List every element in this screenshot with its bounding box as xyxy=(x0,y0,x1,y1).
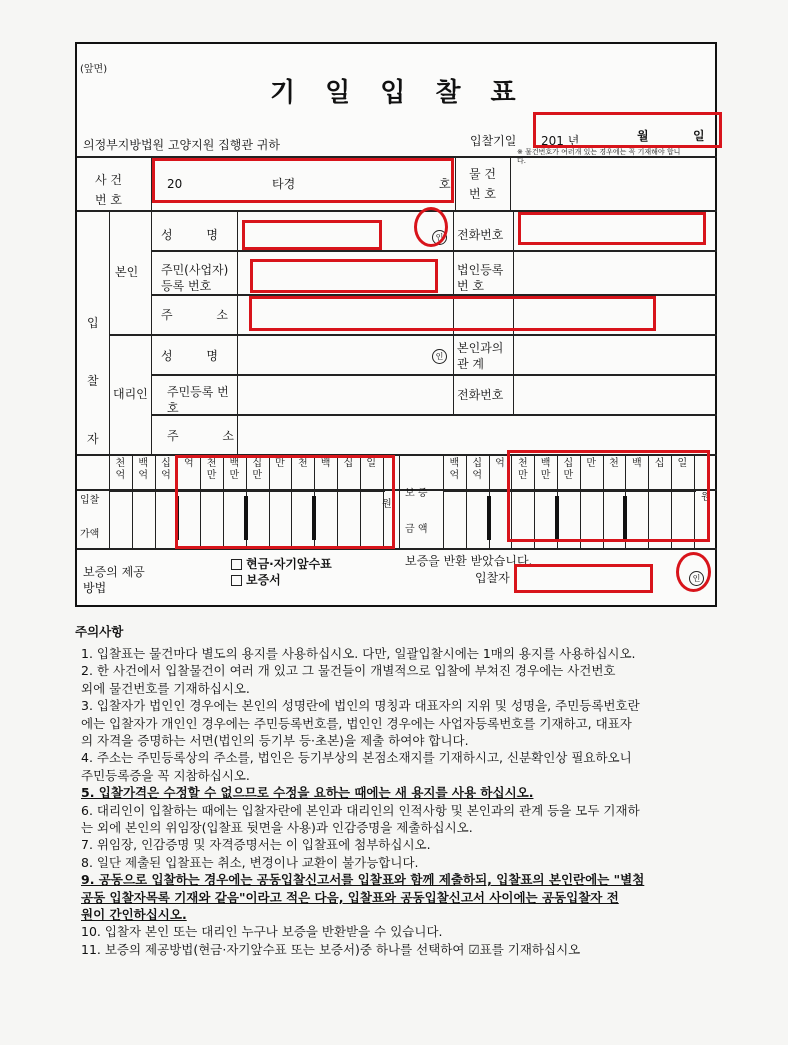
checkbox-cash[interactable] xyxy=(231,559,242,570)
digit-label: 백만 xyxy=(229,458,240,481)
notes-line: 3. 입찰자가 법인인 경우에는 본인의 성명란에 법인의 명칭과 대표자의 지위 및 성명을, 주민등록번호란 xyxy=(81,698,640,714)
highlight-bidder-name xyxy=(514,564,653,593)
bid-date-year: 201 년 xyxy=(541,134,580,148)
case-no-suffix: 호 xyxy=(439,177,451,191)
notes-line: 주민등록증을 꼭 지참하십시오. xyxy=(81,767,250,783)
highlight-case-number xyxy=(152,158,454,203)
method-cash[interactable]: 현금·자기앞수표 xyxy=(231,558,332,572)
notes-line: 10. 입찰자 본인 또는 대리인 누구나 보증을 반환받을 수 있습니다. xyxy=(81,924,443,940)
agent-phone-label: 전화번호 xyxy=(457,388,504,402)
notes-line: 8. 일단 제출된 입찰표는 취소, 변경이나 교환이 불가능합니다. xyxy=(81,854,419,870)
digit-label: 천 xyxy=(297,458,308,469)
bidder-sign-label: 입찰자 xyxy=(475,571,510,585)
relation-label: 본인과의 관 계 xyxy=(457,341,504,371)
bidder-label: 입 찰 자 xyxy=(87,316,99,446)
digit-label: 백 xyxy=(320,458,331,469)
digit-column-line xyxy=(132,454,133,548)
digit-label: 십억 xyxy=(161,458,171,481)
side-label: (앞면) xyxy=(80,64,108,75)
bid-date-month: 월 xyxy=(637,129,649,143)
notes-line: 9. 공동으로 입찰하는 경우에는 공동입찰신고서를 입찰표와 함께 제출하되, 입찰표의 본인란에는 "별첨 xyxy=(81,872,645,888)
addressee: 의정부지방법원 고양지원 집행관 귀하 xyxy=(83,138,280,152)
digit-label: 십 xyxy=(654,458,665,469)
digit-label: 십만 xyxy=(252,458,263,481)
digit-column-line xyxy=(443,454,444,548)
form-title: 기일입찰표 xyxy=(270,78,546,108)
digit-label: 백억 xyxy=(138,458,149,481)
digit-label: 천억 xyxy=(115,458,126,481)
digit-label: 천만 xyxy=(517,458,528,481)
notes-line: 7. 위임장, 인감증명 및 자격증명서는 이 입찰표에 첨부하십시오. xyxy=(81,837,431,853)
method-bond[interactable]: 보증서 xyxy=(231,574,281,588)
case-label: 사 건 번 호 xyxy=(95,173,122,207)
bid-won: 원 xyxy=(382,499,392,510)
agent-name-label: 성 명 xyxy=(161,349,218,363)
digit-label: 십억 xyxy=(472,458,483,481)
digit-label: 천만 xyxy=(206,458,217,481)
checkbox-bond[interactable] xyxy=(231,575,242,586)
notes-line: 2. 한 사건에서 입찰물건이 여러 개 있고 그 물건들이 개별적으로 입찰에 부쳐진 경우에는 사건번호 xyxy=(81,663,616,679)
agent-label: 대리인 xyxy=(113,387,148,401)
digit-label: 천 xyxy=(609,458,619,469)
digit-column-line xyxy=(155,454,156,548)
digit-label: 만 xyxy=(586,458,597,469)
highlight-seal-principal xyxy=(414,207,448,247)
seal-bidder: 인 xyxy=(689,571,704,586)
digit-column-line xyxy=(109,454,110,548)
digit-column-line xyxy=(466,454,467,548)
highlight-bid-date xyxy=(533,112,722,148)
principal-label: 본인 xyxy=(115,265,139,279)
highlight-seal-bidder xyxy=(676,552,711,592)
agent-address-label: 주 소 xyxy=(167,429,234,443)
deposit-label: 보 증 금 액 xyxy=(405,488,428,535)
digit-label: 십만 xyxy=(563,458,574,481)
digit-label: 억 xyxy=(183,458,194,469)
case-year: 20 xyxy=(167,177,183,191)
bid-amount-label: 입찰 가액 xyxy=(80,495,100,540)
digit-label: 십 xyxy=(343,458,354,469)
notes-line: 11. 보증의 제공방법(현금·자기앞수표 또는 보증서)중 하나를 선택하여 ☑표를 기재하십시오 xyxy=(81,941,581,957)
notes-line: 는 외에 본인의 위임장(입찰표 뒷면을 사용)과 인감증명을 제출하십시오. xyxy=(81,820,473,835)
notes-line: 6. 대리인이 입찰하는 때에는 입찰자란에 본인과 대리인의 인적사항 및 본인과의 관계 등을 모두 기재하 xyxy=(81,802,640,818)
phone-label: 전화번호 xyxy=(457,228,504,242)
highlight-deposit-amount xyxy=(507,450,710,542)
digit-label: 만 xyxy=(275,458,285,469)
notes-heading: 주의사항 xyxy=(75,624,124,639)
notes-line: 원이 간인하십시오. xyxy=(81,907,187,922)
case-type: 타경 xyxy=(272,177,296,191)
notes-line: 5. 입찰가격은 수정할 수 없으므로 수정을 요하는 때에는 새 용지를 사용 하십시오. xyxy=(81,785,534,801)
notes-line: 1. 입찰표는 물건마다 별도의 용지를 사용하십시오. 다만, 일괄입찰시에는 1매의 용지를 사용하십시오. xyxy=(81,646,636,661)
name-label: 성 명 xyxy=(161,228,218,242)
bid-date-label: 입찰기일 xyxy=(470,134,517,148)
notes-line: 외에 물건번호를 기재하십시오. xyxy=(81,680,250,696)
highlight-name xyxy=(242,220,382,250)
agent-resident-label: 주민등록 번 호 xyxy=(167,385,229,415)
seal-principal: 인 xyxy=(432,230,447,245)
highlight-phone xyxy=(518,212,706,245)
return-text: 보증을 반환 받았습니다. xyxy=(405,554,533,568)
digit-separator-mark xyxy=(487,496,491,540)
method-label: 보증의 제공방법 xyxy=(83,565,145,595)
address-label: 주 소 xyxy=(161,308,228,322)
notes-line: 의 자격을 증명하는 서면(법인의 등기부 등·초본)을 제출 하여야 합니다. xyxy=(81,733,469,748)
bid-date-day: 일 xyxy=(693,129,705,143)
digit-label: 백 xyxy=(631,458,642,469)
resident-label: 주민(사업자) 등록 번호 xyxy=(161,263,229,293)
notes-line: 에는 입찰자가 개인인 경우에는 주민등록번호를, 법인인 경우에는 사업자등록번호를 기재하고, 대표자 xyxy=(81,715,632,731)
digit-label: 백억 xyxy=(449,458,460,481)
item-label: 물 건 번 호 xyxy=(469,167,496,201)
highlight-address xyxy=(249,296,656,331)
deposit-won: 원 xyxy=(701,492,711,503)
notes-line: 4. 주소는 주민등록상의 주소를, 법인은 등기부상의 본점소재지를 기재하시고, 신분확인상 필요하오니 xyxy=(81,750,632,766)
highlight-bid-amount xyxy=(175,455,395,549)
seal-agent: 인 xyxy=(432,349,447,364)
highlight-resident-number xyxy=(250,259,438,293)
digit-label: 억 xyxy=(495,458,505,469)
item-note: ※ 물건번호가 여러개 있는 경우에는 꼭 기재해야 합니다. xyxy=(517,148,681,165)
corp-label: 법인등록 번 호 xyxy=(457,263,504,293)
digit-label: 일 xyxy=(366,458,377,469)
notes-line: 공동 입찰자목록 기재와 같음"이라고 적은 다음, 입찰표와 공동입찰신고서 사이에는 공동입찰자 전 xyxy=(81,889,619,905)
digit-label: 일 xyxy=(677,458,688,469)
digit-label: 백만 xyxy=(540,458,551,481)
